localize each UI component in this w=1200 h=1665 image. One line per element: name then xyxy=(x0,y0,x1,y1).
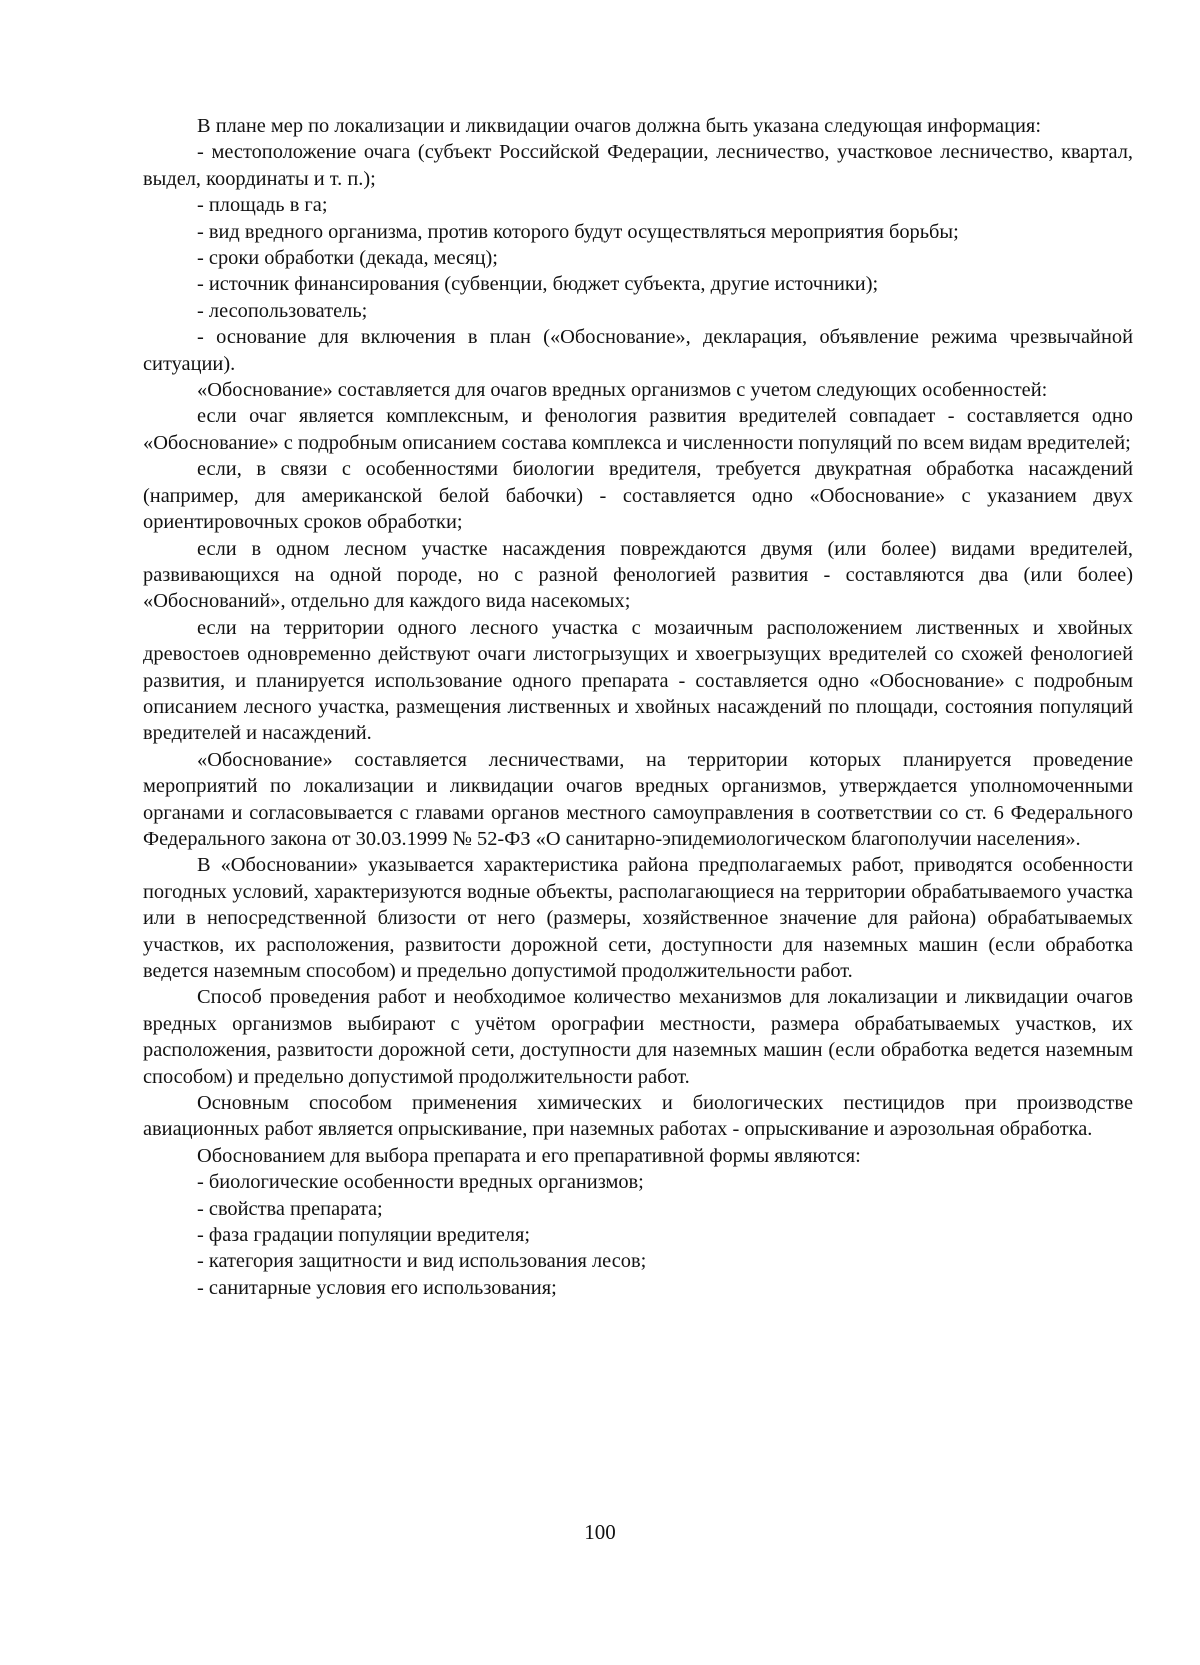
list-item-area: - площадь в га; xyxy=(197,194,328,217)
paragraph-justification-intro: «Обоснование» составляется для очагов вредных организмов с учетом следующих особенностей: xyxy=(197,379,1048,402)
list-item-location: - местоположение очага (субъект Российской Федерации, лесничество, участковое лесничество, квартал, выдел, координаты и т. п.); xyxy=(143,141,1133,190)
paragraph-plan-info: В плане мер по локализации и ликвидации очагов должна быть указана следующая информация: xyxy=(197,115,1041,137)
paragraph-complex-outbreak: если очаг является комплексным, и фенология развития вредителей совпадает - составляется одно «Обоснование» с подробным описанием состава комплекса и численности популяций по всем видам вредителей; xyxy=(143,405,1133,454)
list-item-protection-category: - категория защитности и вид использования лесов; xyxy=(197,1250,647,1273)
paragraph-multiple-pests: если в одном лесном участке насаждения повреждаются двумя (или более) видами вредителей, развивающихся на одной породе, но с разной фенологией развития - составляются два (или более) «Обоснований», отдельно для каждого вида насекомых; xyxy=(143,537,1133,613)
page-body xyxy=(143,113,1133,1301)
paragraph-double-treatment: если, в связи с особенностями биологии вредителя, требуется двукратная обработка насаждений (например, для американской белой бабочки) - составляется одно «Обоснование» с указанием двух ориентировочных сроков обработки; xyxy=(143,458,1133,534)
list-item-funding-source: - источник финансирования (субвенции, бюджет субъекта, другие источники); xyxy=(197,273,879,296)
list-item-treatment-dates: - сроки обработки (декада, месяц); xyxy=(197,247,498,270)
paragraph-application-method: Основным способом применения химических и биологических пестицидов при производстве авиационных работ является опрыскивание, при наземных работах - опрыскивание и аэрозольная обработка. xyxy=(143,1092,1133,1141)
paragraph-work-method: Способ проведения работ и необходимое количество механизмов для локализации и ликвидации очагов вредных организмов выбирают с учётом орографии местности, размера обрабатываемых участков, их расположения, развитости дорожной сети, доступности для наземных машин (если обработка ведется наземным способом) и предельно допустимой продолжительности работ. xyxy=(143,986,1133,1088)
list-item-inclusion-basis: - основание для включения в план («Обоснование», декларация, объявление режима чрезвычайной ситуации). xyxy=(143,326,1133,375)
paragraph-justification-approval: «Обоснование» составляется лесничествами, на территории которых планируется проведение мероприятий по локализации и ликвидации очагов вредных организмов, утверждается уполномоченными органами и согласовывается с главами органов местного самоуправления в соответствии со ст. 6 Федерального Федерального закона от 30.03.1999 № 52-ФЗ «О санитарно-эпидемиологическом благополучии населения». xyxy=(143,748,1133,850)
list-item-pest-species: - вид вредного организма, против которого будут осуществляться мероприятия борьбы; xyxy=(197,220,959,243)
list-item-sanitary-conditions: - санитарные условия его использования; xyxy=(197,1276,557,1299)
paragraph-preparation-choice: Обоснованием для выбора препарата и его препаративной формы являются: xyxy=(197,1144,861,1167)
paragraph-mosaic-stands: если на территории одного лесного участка с мозаичным расположением лиственных и хвойных древостоев одновременно действуют очаги листогрызущих и хвоегрызущих вредителей со схожей фенологией развития, и планируется использование одного препарата - составляется одно «Обоснование» с подробным описанием лесного участка, размещения лиственных и хвойных насаждений по площади, состояния популяций вредителей и насаждений. xyxy=(143,616,1133,745)
list-item-preparation-properties: - свойства препарата; xyxy=(197,1197,383,1220)
list-item-forest-user: - лесопользователь; xyxy=(197,299,368,322)
paragraph-area-characteristics: В «Обосновании» указывается характеристика района предполагаемых работ, приводятся особенности погодных условий, характеризуются водные объекты, располагающиеся на территории обрабатываемого участка или в непосредственной близости от него (размеры, хозяйственное значение для района) обрабатываемых участков, их расположения, развитости дорожной сети, доступности для наземных машин (если обработка ведется наземным способом) и предельно допустимой продолжительности работ. xyxy=(143,854,1133,982)
list-item-biological-features: - биологические особенности вредных организмов; xyxy=(197,1171,644,1194)
list-item-gradation-phase: - фаза градации популяции вредителя; xyxy=(197,1224,530,1247)
page-number: 100 xyxy=(584,1520,616,1544)
